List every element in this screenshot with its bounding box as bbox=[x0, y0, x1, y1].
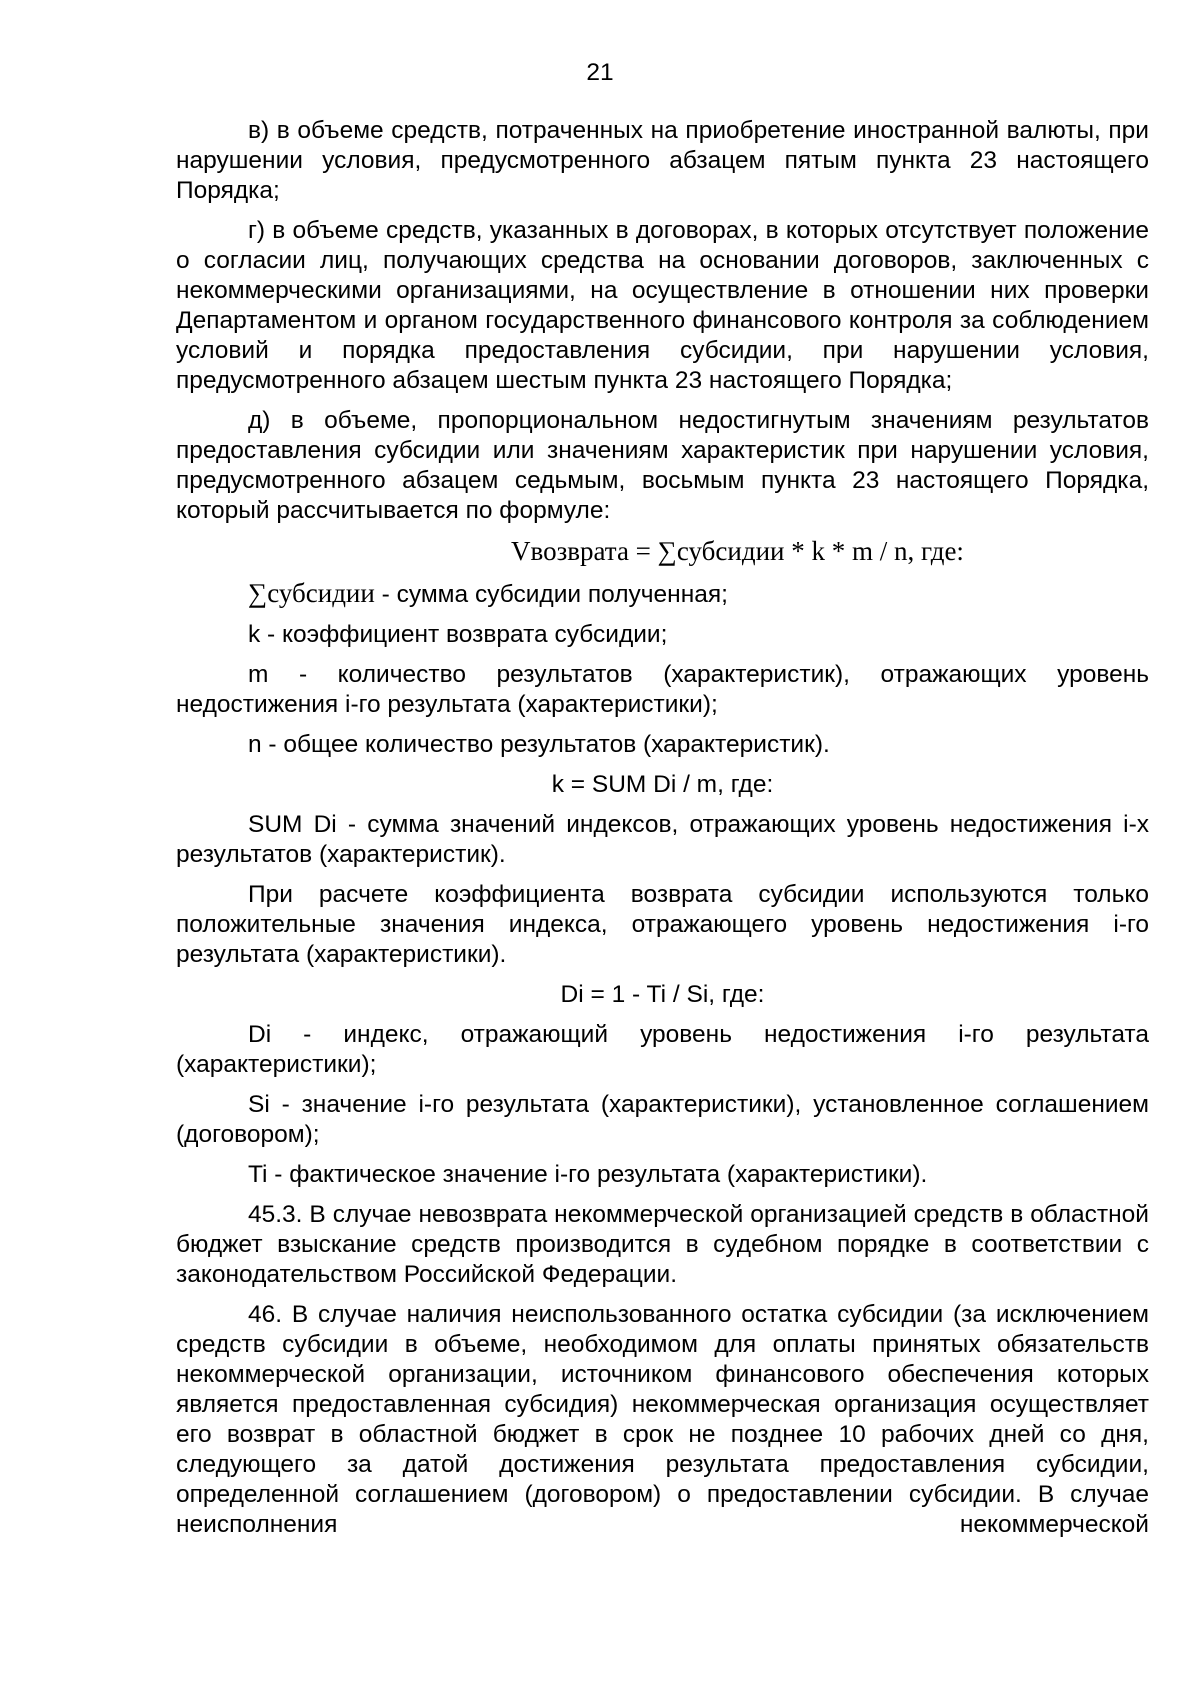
definition-ti: Ti - фактическое значение i-го результата (характеристики). bbox=[248, 1161, 928, 1188]
definition-si: Si - значение i-го результата (характеристики), установленное соглашением (договором); bbox=[176, 1091, 1149, 1148]
document-body bbox=[176, 116, 1149, 1550]
definition-k: k - коэффициент возврата субсидии; bbox=[248, 621, 668, 648]
formula-di: Di = 1 - Ti / Si, где: bbox=[560, 981, 765, 1008]
definition-sum-subsidy bbox=[176, 578, 1149, 610]
page-number: 21 bbox=[586, 59, 614, 86]
definition-n: n - общее количество результатов (характеристик). bbox=[248, 731, 830, 758]
paragraph-v: в) в объеме средств, потраченных на приобретение иностранной валюты, при нарушении условия, предусмотренного абзацем пятым пункта 23 настоящего Порядка; bbox=[176, 117, 1149, 204]
formula-k: k = SUM Di / m, где: bbox=[551, 771, 774, 798]
paragraph-g: г) в объеме средств, указанных в договорах, в которых отсутствует положение о согласии лиц, получающих средства на основании договоров, заключенных с некоммерческими организациями, на осуществление в отношении них проверки Департаментом и органом государственного финансового контроля за соблюдением условий и порядка предоставления субсидии, при нарушении условия, предусмотренного абзацем шестым пункта 23 настоящего Порядка; bbox=[176, 217, 1149, 394]
paragraph-46: 46. В случае наличия неиспользованного остатка субсидии (за исключением средств субсидии в объеме, необходимом для оплаты принятых обязательств некоммерческой организации, источником финансового обеспечения которых является предоставленная субсидия) некоммерческая организация осуществляет его возврат в областной бюджет в срок не позднее 10 рабочих дней со дня, следующего за датой достижения результата предоставления субсидии, определенной соглашением (договором) о предоставлении субсидии. В случае неисполнения некоммерческой bbox=[176, 1301, 1149, 1538]
formula-v-return: Vвозврата = ∑субсидии * k * m / n, где: bbox=[511, 536, 964, 566]
sum-subsidy-description: - сумма субсидии полученная; bbox=[374, 581, 728, 608]
definition-sum-di: SUM Di - сумма значений индексов, отражающих уровень недостижения i-х результатов (характеристик). bbox=[176, 811, 1149, 868]
sum-subsidy-symbol: ∑субсидии bbox=[248, 578, 375, 608]
calculation-note: При расчете коэффициента возврата субсидии используются только положительные значения индекса, отражающего уровень недостижения i-го результата (характеристики). bbox=[176, 881, 1149, 968]
definition-di: Di - индекс, отражающий уровень недостижения i-го результата (характеристики); bbox=[176, 1021, 1149, 1078]
definition-m: m - количество результатов (характеристик), отражающих уровень недостижения i-го результата (характеристики); bbox=[176, 661, 1149, 718]
paragraph-45-3: 45.3. В случае невозврата некоммерческой организацией средств в областной бюджет взыскание средств производится в судебном порядке в соответствии с законодательством Российской Федерации. bbox=[176, 1201, 1149, 1288]
paragraph-d: д) в объеме, пропорциональном недостигнутым значениям результатов предоставления субсидии или значениям характеристик при нарушении условия, предусмотренного абзацем седьмым, восьмым пункта 23 настоящего Порядка, который рассчитывается по формуле: bbox=[176, 407, 1149, 524]
